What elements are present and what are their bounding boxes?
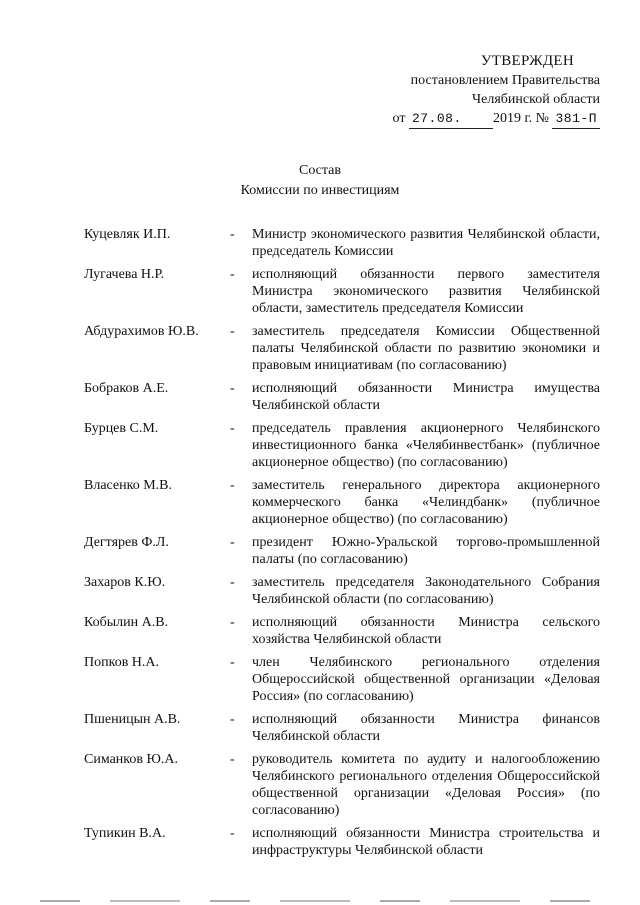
member-dash: - — [230, 267, 235, 282]
member-name: Пшеницын А.В. — [84, 712, 181, 727]
member-name: Захаров К.Ю. — [84, 575, 166, 590]
member-dash: - — [230, 421, 235, 436]
member-row — [84, 751, 600, 819]
resolution-number: 381-П — [552, 109, 600, 129]
member-name: Лугачева Н.Р. — [84, 267, 165, 282]
approved-heading: УТВЕРЖДЕН — [480, 53, 574, 69]
member-role: исполняющий обязанности Министра финансов Челябинской области — [252, 712, 600, 744]
member-dash: - — [230, 227, 235, 242]
member-role: исполняющий обязанности Министра сельского хозяйства Челябинской области — [252, 615, 600, 647]
page-bottom-edge — [40, 900, 600, 902]
member-name: Симанков Ю.А. — [84, 752, 179, 767]
approval-line-1: постановлением Правительства — [410, 73, 600, 88]
title-line-2: Комиссии по инвестициям — [240, 183, 400, 198]
member-role: заместитель председателя Законодательного Собрания Челябинской области (по согласованию) — [252, 575, 600, 607]
title-line-1: Состав — [298, 163, 341, 178]
member-row — [84, 420, 600, 471]
year-label: 2019 г. № — [492, 111, 549, 126]
member-dash: - — [230, 752, 235, 767]
approval-date-row — [360, 109, 600, 129]
member-role: исполняющий обязанности первого заместителя Министра экономического развития Челябинской области, заместитель председателя Комиссии — [252, 267, 600, 316]
member-row — [84, 380, 600, 414]
member-name: Абдурахимов Ю.В. — [84, 324, 199, 339]
member-row — [84, 614, 600, 648]
approval-line-2: Челябинской области — [472, 92, 600, 107]
member-name: Тупикин В.А. — [84, 826, 166, 841]
member-role: заместитель председателя Комиссии Общественной палаты Челябинской области по развитию экономики и правовым инициативам (по согласованию) — [252, 324, 600, 373]
member-dash: - — [230, 324, 235, 339]
approval-date: 27.08. — [409, 109, 493, 129]
member-name: Бурцев С.М. — [84, 421, 159, 436]
member-role: председатель правления акционерного Челябинского инвестиционного банка «Челябинвестбанк» (публичное акционерное общество) (по согласованию) — [252, 421, 600, 470]
approval-stamp — [360, 52, 600, 129]
member-dash: - — [230, 615, 235, 630]
member-row — [84, 266, 600, 317]
member-name: Кобылин А.В. — [84, 615, 169, 630]
member-dash: - — [230, 535, 235, 550]
member-name: Куцевляк И.П. — [84, 227, 171, 242]
member-row — [84, 226, 600, 260]
member-name: Попков Н.А. — [84, 655, 160, 670]
member-dash: - — [230, 381, 235, 396]
member-name: Власенко М.В. — [84, 478, 173, 493]
member-row — [84, 825, 600, 859]
member-row — [84, 654, 600, 705]
member-row — [84, 534, 600, 568]
member-role: член Челябинского регионального отделения Общероссийской общественной организации «Деловая Россия» (по согласованию) — [252, 655, 600, 704]
member-row — [84, 711, 600, 745]
document-title — [0, 161, 640, 201]
from-label: от — [392, 111, 406, 126]
member-role: исполняющий обязанности Министра имущества Челябинской области — [252, 381, 600, 413]
member-row — [84, 574, 600, 608]
member-row — [84, 477, 600, 528]
member-role: Министр экономического развития Челябинской области, председатель Комиссии — [252, 227, 600, 259]
member-role: заместитель генерального директора акционерного коммерческого банка «Челиндбанк» (публичное акционерное общество) (по согласованию) — [252, 478, 600, 527]
member-role: исполняющий обязанности Министра строительства и инфраструктуры Челябинской области — [252, 826, 600, 858]
member-role: руководитель комитета по аудиту и налогообложению Челябинского регионального отделения Общероссийской общественной организации «Деловая Россия» (по согласованию) — [252, 752, 600, 818]
member-row — [84, 323, 600, 374]
member-name: Дегтярев Ф.Л. — [84, 535, 169, 550]
members-list — [84, 226, 600, 859]
member-dash: - — [230, 712, 235, 727]
member-dash: - — [230, 826, 235, 841]
member-dash: - — [230, 478, 235, 493]
member-role: президент Южно-Уральской торгово-промышленной палаты (по согласованию) — [252, 535, 600, 567]
member-name: Бобраков А.Е. — [84, 381, 169, 396]
member-dash: - — [230, 575, 235, 590]
member-dash: - — [230, 655, 235, 670]
